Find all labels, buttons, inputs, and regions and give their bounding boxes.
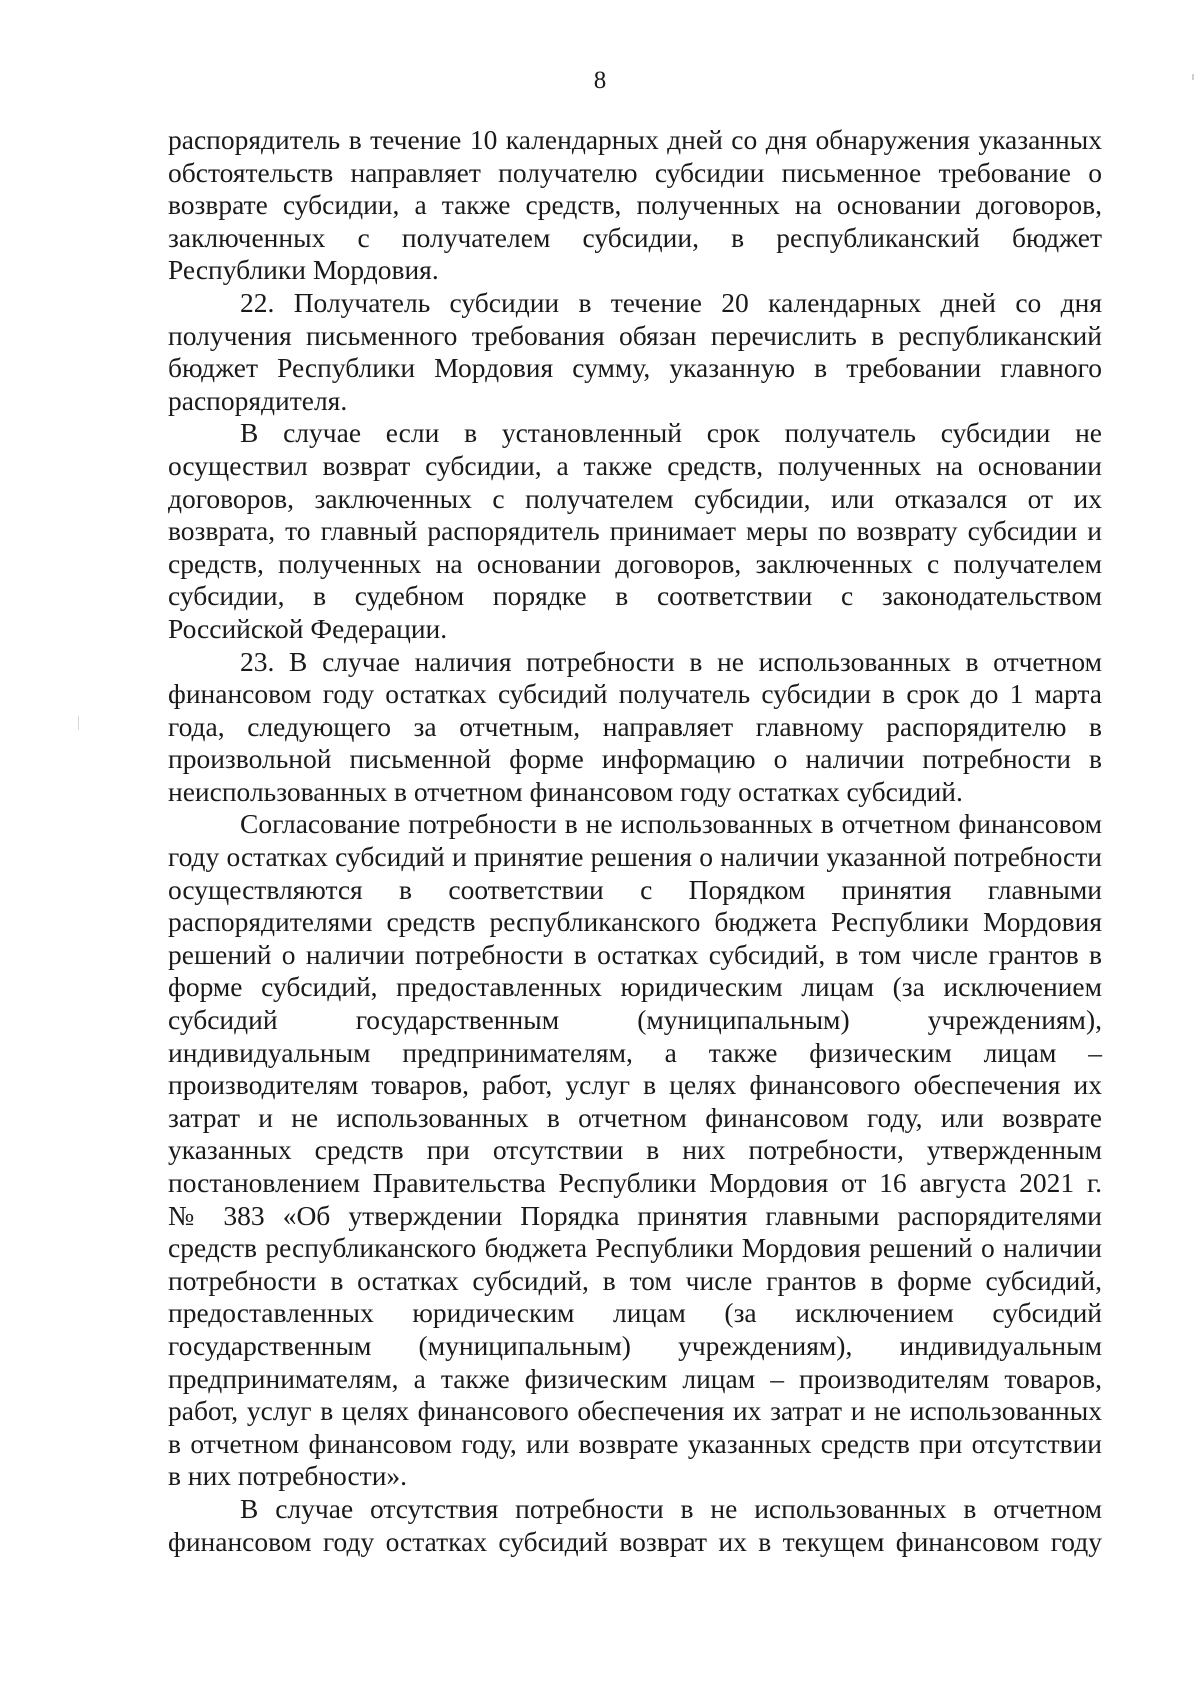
text-line: возврате субсидии, а также средств, полученных на основании договоров, xyxy=(168,189,1102,221)
text-line: В случае отсутствия потребности в не использованных в отчетном xyxy=(240,1492,1102,1524)
text-line: предпринимателям, а также физическим лицам – производителям товаров, xyxy=(168,1362,1102,1394)
text-line: В случае если в установленный срок получатель субсидии не xyxy=(240,417,1102,449)
text-line: произвольной письменной форме информацию о наличии потребности в xyxy=(168,743,1102,775)
paragraph-approval xyxy=(168,808,1102,1492)
text-line: осуществил возврат субсидии, а также средств, полученных на основании xyxy=(168,449,1102,481)
text-line: обстоятельств направляет получателю субсидии письменное требование о xyxy=(168,156,1102,188)
paragraph-continuation xyxy=(168,124,1102,287)
text-line: неиспользованных в отчетном финансовом году остатках субсидий. xyxy=(168,775,963,807)
document-body xyxy=(168,124,1102,1558)
text-line: финансовом году остатках субсидий возврат их в текущем финансовом году xyxy=(168,1525,1102,1557)
text-line: в отчетном финансовом году, или возврате указанных средств при отсутствии xyxy=(168,1427,1102,1459)
text-line: субсидии, в судебном порядке в соответствии с законодательством xyxy=(168,580,1102,612)
text-line: бюджет Республики Мордовия сумму, указанную в требовании главного xyxy=(168,352,1102,384)
page-number: 8 xyxy=(593,67,607,94)
text-line: распорядитель в течение 10 календарных дней со дня обнаружения указанных xyxy=(168,124,1102,155)
text-line: Согласование потребности в не использованных в отчетном финансовом xyxy=(240,808,1102,840)
text-line: Российской Федерации. xyxy=(168,612,448,644)
text-line: производителям товаров, работ, услуг в целях финансового обеспечения их xyxy=(168,1069,1102,1101)
text-line: возврата, то главный распорядитель принимает меры по возврату субсидии и xyxy=(168,515,1102,547)
text-line: постановлением Правительства Республики Мордовия от 16 августа 2021 г. xyxy=(168,1167,1102,1198)
text-line: Республики Мордовия. xyxy=(168,254,439,286)
paragraph-item-22 xyxy=(168,287,1102,417)
text-line: государственным (муниципальным) учреждениям), индивидуальным xyxy=(168,1329,1102,1361)
text-line: финансовом году остатках субсидий получатель субсидии в срок до 1 марта xyxy=(168,678,1102,710)
text-line: заключенных с получателем субсидии, в республиканский бюджет xyxy=(168,221,1102,253)
text-line: решений о наличии потребности в остатках субсидий, в том числе грантов в xyxy=(168,938,1102,970)
text-line: распорядителями средств республиканского бюджета Республики Мордовия xyxy=(168,906,1102,938)
text-line: средств, полученных на основании договоров, заключенных с получателем xyxy=(168,547,1102,579)
paragraph-item-23 xyxy=(168,646,1102,809)
text-line: предоставленных юридическим лицам (за исключением субсидий xyxy=(168,1297,1102,1329)
paragraph-absence xyxy=(168,1493,1102,1558)
text-line: затрат и не использованных в отчетном финансовом году, или возврате xyxy=(168,1101,1102,1133)
text-line: субсидий государственным (муниципальным) учреждениям), xyxy=(168,1004,1102,1036)
paragraph-refusal xyxy=(168,417,1102,645)
text-line: году остатках субсидий и принятие решения о наличии указанной потребности xyxy=(168,841,1102,873)
text-line: № 383 «Об утверждении Порядка принятия главными распорядителями xyxy=(168,1199,1102,1231)
text-line: года, следующего за отчетным, направляет главному распорядителю в xyxy=(168,710,1102,742)
text-line: 22. Получатель субсидии в течение 20 календарных дней со дня xyxy=(240,286,1102,318)
text-line: работ, услуг в целях финансового обеспечения их затрат и не использованных xyxy=(168,1395,1102,1427)
text-line: осуществляются в соответствии с Порядком принятия главными xyxy=(168,873,1102,905)
text-line: получения письменного требования обязан перечислить в республиканский xyxy=(168,319,1102,351)
text-line: потребности в остатках субсидий, в том числе грантов в форме субсидий, xyxy=(168,1264,1102,1296)
text-line: индивидуальным предпринимателям, а также физическим лицам – xyxy=(168,1036,1102,1068)
text-line: указанных средств при отсутствии в них потребности, утвержденным xyxy=(168,1134,1102,1166)
text-line: средств республиканского бюджета Республики Мордовия решений о наличии xyxy=(168,1232,1102,1264)
text-line: распорядителя. xyxy=(168,384,348,416)
text-line: договоров, заключенных с получателем субсидии, или отказался от их xyxy=(168,482,1102,514)
text-line: в них потребности». xyxy=(168,1460,408,1492)
scan-edge-mark-left xyxy=(78,716,79,730)
text-line: форме субсидий, предоставленных юридическим лицам (за исключением xyxy=(168,971,1102,1003)
text-line: 23. В случае наличия потребности в не использованных в отчетном xyxy=(240,645,1102,677)
